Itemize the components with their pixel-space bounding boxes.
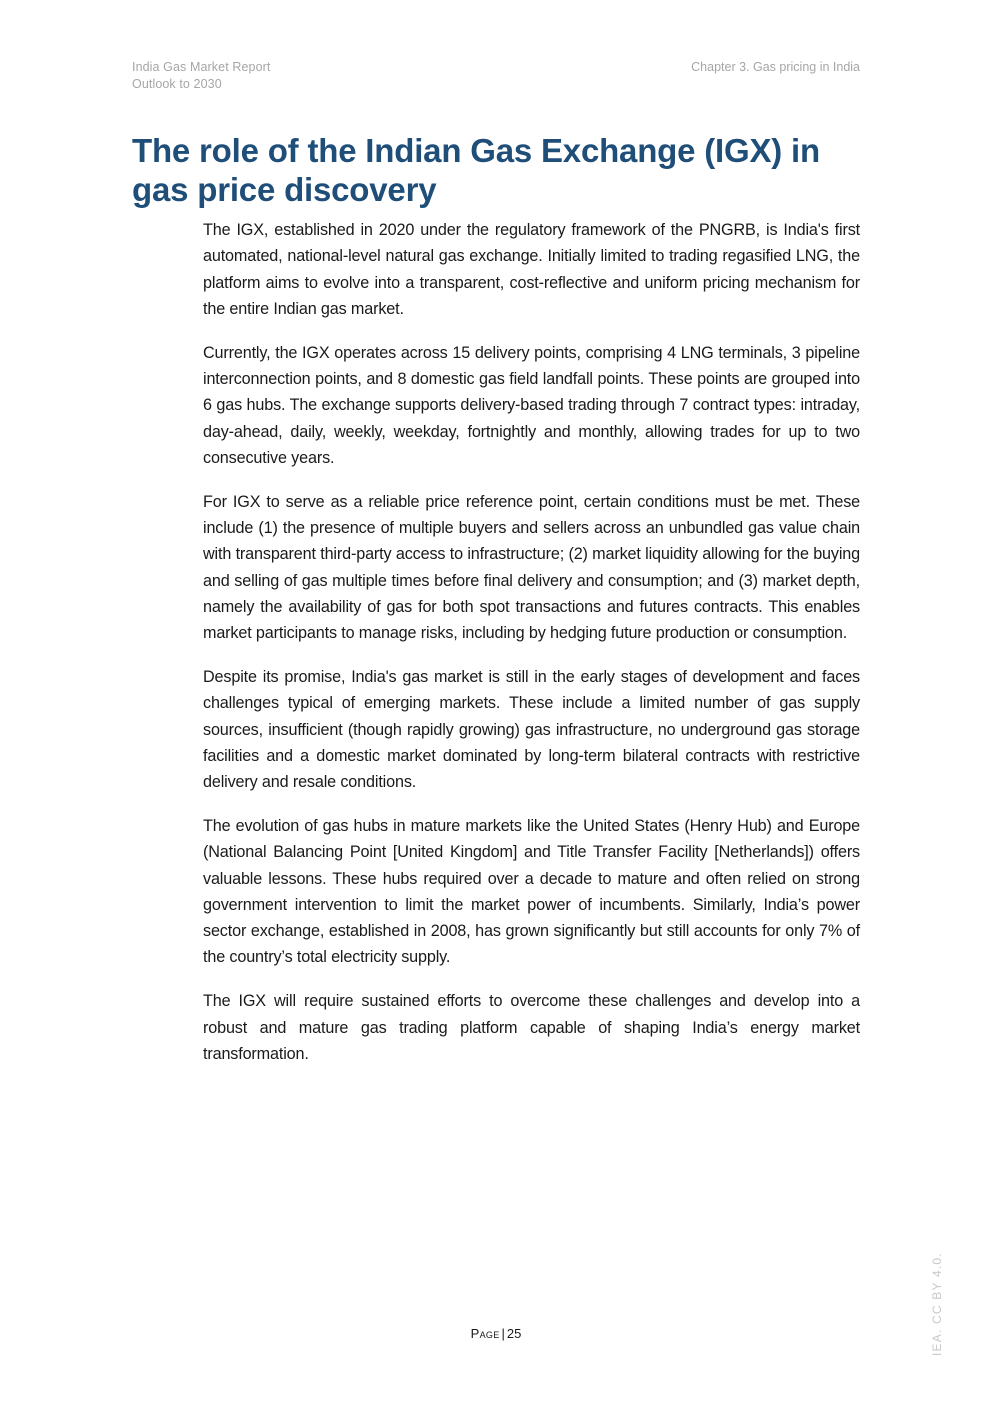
- paragraph: The IGX, established in 2020 under the regulatory framework of the PNGRB, is India's first automated, national-level natural gas exchange. Initially limited to trading regasified LNG, the platform aims to evolve into a transparent, cost-reflective and uniform pricing mechanism for the entire Indian gas market.: [203, 221, 860, 318]
- page-footer: [0, 1326, 992, 1341]
- running-header-left: [132, 59, 270, 93]
- paragraph: Despite its promise, India's gas market is still in the early stages of development and faces challenges typical of emerging markets. These include a limited number of gas supply sources, insufficient (though rapidly growing) gas infrastructure, no underground gas storage facilities and a domestic market dominated by long-term bilateral contracts with restrictive delivery and resale conditions.: [203, 667, 860, 792]
- report-title: India Gas Market Report: [132, 60, 271, 74]
- section-title: The role of the Indian Gas Exchange (IGX) in gas price discovery: [132, 132, 820, 208]
- paragraph: The evolution of gas hubs in mature markets like the United States (Henry Hub) and Europe (National Balancing Point [United Kingdom] and Title Transfer Facility [Netherlands]) offers valuable lessons. These hubs required over a decade to mature and often relied on strong government intervention to limit the market power of incumbents. Similarly, India’s power sector exchange, established in 2008, has grown significantly but still accounts for only 7% of the country’s total electricity supply.: [203, 816, 860, 967]
- section-body: [203, 217, 860, 1085]
- report-subtitle: Outlook to 2030: [132, 77, 222, 91]
- license-note: IEA. CC BY 4.0.: [930, 1252, 944, 1356]
- paragraph: Currently, the IGX operates across 15 delivery points, comprising 4 LNG terminals, 3 pipeline interconnection points, and 8 domestic gas field landfall points. These points are grouped into 6 gas hubs. The exchange supports delivery-based trading through 7 contract types: intraday, day-ahead, daily, weekly, weekday, fortnightly and monthly, allowing trades for up to two consecutive years.: [203, 343, 860, 467]
- page-separator: |: [501, 1326, 505, 1341]
- paragraph: For IGX to serve as a reliable price reference point, certain conditions must be met. These include (1) the presence of multiple buyers and sellers across an unbundled gas value chain with transparent third-party access to infrastructure; (2) market liquidity allowing for the buying and selling of gas multiple times before final delivery and consumption; and (3) market depth, namely the availability of gas for both spot transactions and futures contracts. This enables market participants to manage risks, including by hedging future production or consumption.: [203, 492, 860, 643]
- paragraph: The IGX will require sustained efforts to overcome these challenges and develop into a robust and mature gas trading platform capable of shaping India’s energy market transformation.: [203, 992, 860, 1063]
- page-number: 25: [506, 1326, 522, 1341]
- page-label: Page: [470, 1326, 500, 1341]
- chapter-header: Chapter 3. Gas pricing in India: [691, 60, 860, 74]
